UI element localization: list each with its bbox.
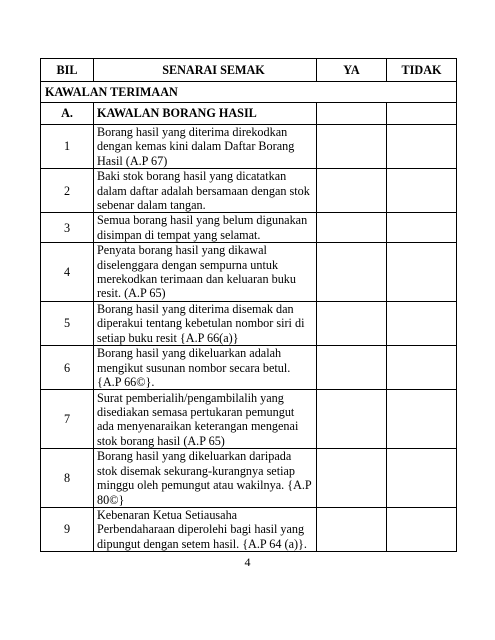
subsection-row <box>41 103 457 125</box>
table-row <box>41 243 457 302</box>
row-description: Borang hasil yang dikeluarkan daripada stok disemak sekurang-kurangnya setiap minggu oleh pemungut atau wakilnya. {A.P 80©} <box>94 449 317 508</box>
tidak-checkbox-cell[interactable] <box>387 243 457 302</box>
subsection-tidak-cell <box>387 103 457 125</box>
row-number: 3 <box>41 213 94 243</box>
row-number: 4 <box>41 243 94 302</box>
ya-checkbox-cell[interactable] <box>317 169 387 213</box>
table-row <box>41 346 457 390</box>
ya-checkbox-cell[interactable] <box>317 243 387 302</box>
table-row <box>41 213 457 243</box>
row-number: 5 <box>41 301 94 345</box>
tidak-checkbox-cell[interactable] <box>387 346 457 390</box>
table-row <box>41 301 457 345</box>
page-number: 4 <box>244 555 251 569</box>
tidak-checkbox-cell[interactable] <box>387 449 457 508</box>
row-number: 8 <box>41 449 94 508</box>
tidak-checkbox-cell[interactable] <box>387 301 457 345</box>
header-ya: YA <box>317 59 387 82</box>
ya-checkbox-cell[interactable] <box>317 449 387 508</box>
header-senarai-semak: SENARAI SEMAK <box>94 59 317 82</box>
subsection-ya-cell <box>317 103 387 125</box>
row-description: Semua borang hasil yang belum digunakan disimpan di tempat yang selamat. <box>94 213 317 243</box>
row-description: Baki stok borang hasil yang dicatatkan dalam daftar adalah bersamaan dengan stok sebenar dalam tangan. <box>94 169 317 213</box>
tidak-checkbox-cell[interactable] <box>387 125 457 169</box>
row-description: Surat pemberialih/pengambilalih yang disediakan semasa pertukaran pemungut ada menyenaraikan keterangan mengenai stok borang hasil (A.P 65) <box>94 390 317 449</box>
table-row <box>41 390 457 449</box>
tidak-checkbox-cell[interactable] <box>387 390 457 449</box>
subsection-title: KAWALAN BORANG HASIL <box>94 103 317 125</box>
ya-checkbox-cell[interactable] <box>317 125 387 169</box>
ya-checkbox-cell[interactable] <box>317 346 387 390</box>
subsection-letter: A. <box>41 103 94 125</box>
tidak-checkbox-cell[interactable] <box>387 169 457 213</box>
ya-checkbox-cell[interactable] <box>317 507 387 551</box>
row-description: Borang hasil yang diterima direkodkan dengan kemas kini dalam Daftar Borang Hasil (A.P 67) <box>94 125 317 169</box>
row-number: 9 <box>41 507 94 551</box>
row-number: 1 <box>41 125 94 169</box>
row-number: 7 <box>41 390 94 449</box>
ya-checkbox-cell[interactable] <box>317 213 387 243</box>
ya-checkbox-cell[interactable] <box>317 390 387 449</box>
tidak-checkbox-cell[interactable] <box>387 507 457 551</box>
row-description: Penyata borang hasil yang dikawal diselenggara dengan sempurna untuk merekodkan terimaan dan keluaran buku resit. (A.P 65) <box>94 243 317 302</box>
table-row <box>41 449 457 508</box>
table-row <box>41 169 457 213</box>
checklist-table <box>40 58 457 552</box>
header-tidak: TIDAK <box>387 59 457 82</box>
section-row <box>41 82 457 103</box>
row-number: 6 <box>41 346 94 390</box>
header-bil: BIL <box>41 59 94 82</box>
row-description: Borang hasil yang diterima disemak dan diperakui tentang kebetulan nombor siri di setiap buku resit {A.P 66(a)} <box>94 301 317 345</box>
row-description: Borang hasil yang dikeluarkan adalah mengikut susunan nombor secara betul. {A.P 66©}. <box>94 346 317 390</box>
ya-checkbox-cell[interactable] <box>317 301 387 345</box>
table-row <box>41 507 457 551</box>
tidak-checkbox-cell[interactable] <box>387 213 457 243</box>
table-header-row <box>41 59 457 82</box>
row-description: Kebenaran Ketua Setiausaha Perbendaharaan diperolehi bagi hasil yang dipungut dengan setem hasil. {A.P 64 (a)}. <box>94 507 317 551</box>
row-number: 2 <box>41 169 94 213</box>
table-row <box>41 125 457 169</box>
section-title: KAWALAN TERIMAAN <box>41 82 457 103</box>
